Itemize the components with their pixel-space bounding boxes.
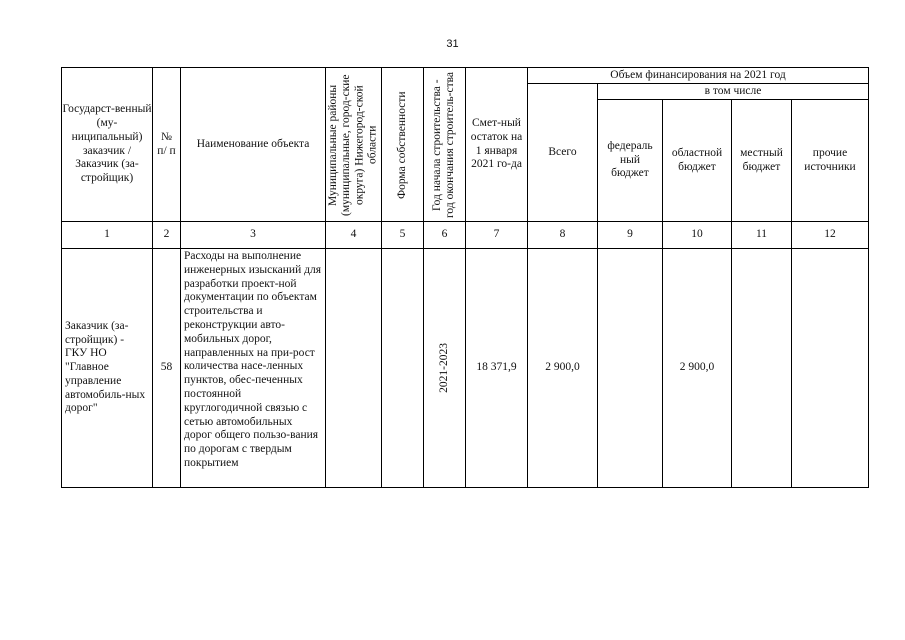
header-customer: Государст-венный (му-ниципальный) заказчик / Заказчик (за-стройщик) xyxy=(62,68,153,222)
header-number xyxy=(153,68,181,222)
column-number-row xyxy=(62,222,869,249)
header-years-text: Год начала строительства - год окончания строитель-ства xyxy=(431,71,457,218)
header-ownership-text: Форма собственности xyxy=(395,90,408,199)
column-number: 4 xyxy=(326,222,382,249)
header-financing: Объем финансирования на 2021 год xyxy=(528,68,869,84)
row-number: 58 xyxy=(153,249,181,488)
header-object-name: Наименование объекта xyxy=(181,68,326,222)
header-remaining: Смет-ный остаток на 1 января 2021 го-да xyxy=(466,68,528,222)
row-remaining: 18 371,9 xyxy=(466,249,528,488)
header-other: прочие источники xyxy=(792,100,869,222)
row-customer: Заказчик (за-стройщик) - ГКУ НО "Главное управление автомобиль-ных дорог" xyxy=(62,249,153,488)
financing-table xyxy=(61,67,869,488)
header-districts xyxy=(326,68,382,222)
column-number: 8 xyxy=(528,222,598,249)
header-row-1 xyxy=(62,68,869,84)
row-other xyxy=(792,249,869,488)
column-number: 2 xyxy=(153,222,181,249)
row-regional: 2 900,0 xyxy=(663,249,732,488)
row-years-text: 2021-2023 xyxy=(437,343,450,393)
row-federal xyxy=(598,249,663,488)
column-number: 5 xyxy=(382,222,424,249)
page-number: 31 xyxy=(446,38,459,50)
header-total: Всего xyxy=(528,84,598,222)
header-federal: федераль ный бюджет xyxy=(598,100,663,222)
row-districts xyxy=(326,249,382,488)
row-object-name: Расходы на выполнение инженерных изысканий для разработки проект-ной документации по объектам строительства и реконструкции авто-мобильных дорог, направленных на при-рост количества насе-ленных пунктов, обес-печенных постоянной круглогодичной связью с сетью автомобильных дорог общего пользо-вания по дорогам с твердым покрытием xyxy=(181,249,326,488)
row-years xyxy=(424,249,466,488)
row-local xyxy=(732,249,792,488)
column-number: 11 xyxy=(732,222,792,249)
column-number: 12 xyxy=(792,222,869,249)
header-including: в том числе xyxy=(598,84,869,100)
column-number: 3 xyxy=(181,222,326,249)
header-local: местный бюджет xyxy=(732,100,792,222)
header-years xyxy=(424,68,466,222)
table-row xyxy=(62,249,869,488)
header-number-text: № п/ п xyxy=(157,130,176,157)
column-number: 1 xyxy=(62,222,153,249)
row-ownership xyxy=(382,249,424,488)
column-number: 7 xyxy=(466,222,528,249)
header-ownership xyxy=(382,68,424,222)
header-districts-text: Муниципальные районы (муниципальные, город-ские округа) Нижегород-ской области xyxy=(327,73,379,216)
column-number: 6 xyxy=(424,222,466,249)
column-number: 10 xyxy=(663,222,732,249)
header-regional: областной бюджет xyxy=(663,100,732,222)
column-number: 9 xyxy=(598,222,663,249)
row-total: 2 900,0 xyxy=(528,249,598,488)
